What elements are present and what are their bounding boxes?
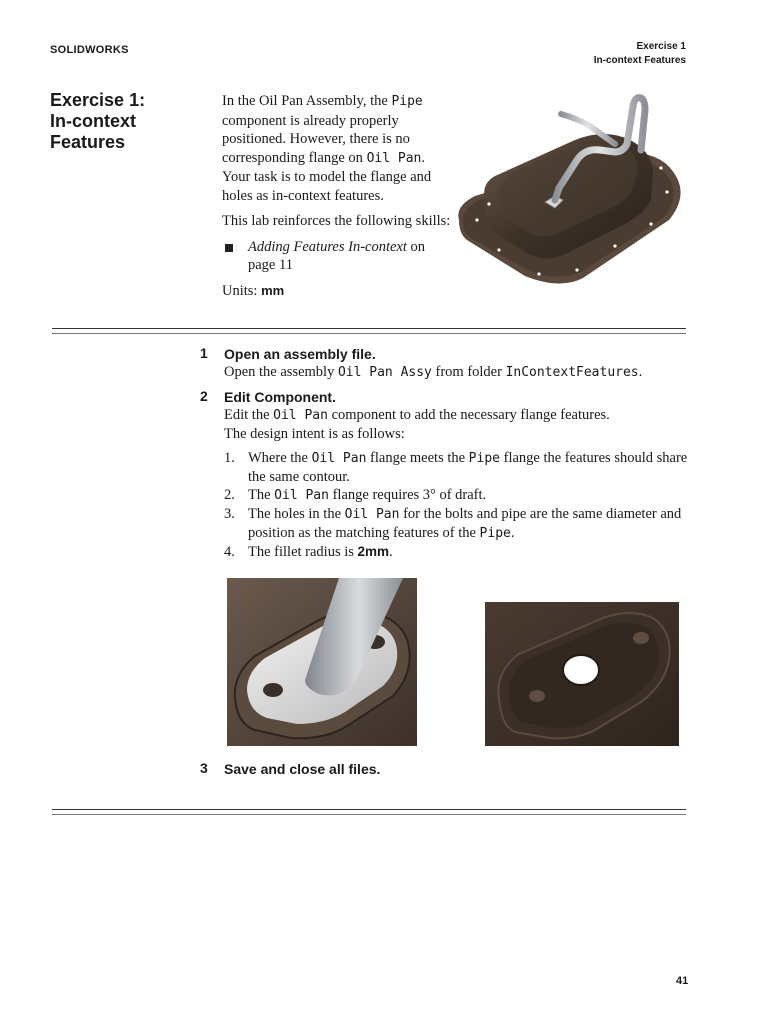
step-body: Open the assembly Oil Pan Assy from folder InContextFeatures. [224,364,643,380]
units-line: Units: mm [222,282,285,299]
list-item: 2. The Oil Pan flange requires 3° of draft. [224,487,487,503]
design-intent-list [224,449,690,561]
header-exercise-name: In-context Features [593,55,686,66]
skill-bullet [222,238,452,275]
section-divider [52,809,686,815]
exercise-title-line: In-context [50,111,137,131]
step-title: Save and close all files. [224,761,381,777]
exercise-title-line: Features [50,132,126,152]
running-header-right [594,40,686,68]
intro-text [222,92,452,307]
step-number: 1 [200,345,208,361]
pipe-flange-image [227,578,417,746]
list-item: 3. The holes in the Oil Pan for the bolts and pipe are the same diameter and position as the matching features of the Pipe. [224,506,682,541]
oil-pan-assembly-image [455,88,687,288]
skills-intro: This lab reinforces the following skills: [222,213,451,229]
section-divider [52,328,686,334]
bullet-square-icon [225,244,233,252]
step-2 [200,388,690,561]
step-number: 2 [200,388,208,404]
skill-reference: Adding Features In-context on page 11 [248,238,426,273]
step-1 [200,345,690,382]
list-item: 4. The fillet radius is 2mm. [224,544,393,560]
step-number: 3 [200,760,208,776]
header-exercise-number: Exercise 1 [636,41,686,52]
step-title: Open an assembly file. [224,346,376,362]
running-header-left: SOLIDWORKS [50,44,129,56]
oil-pan-flange-image [485,602,679,746]
exercise-title-line: Exercise 1: [50,90,146,110]
step-3 [200,760,690,778]
page-number: 41 [676,975,689,987]
step-body: Edit the Oil Pan component to add the necessary flange features. The design intent is as follows: 1. Where the Oil Pan flange meets the Pipe flange the features should share the same contour. 2. The Oil Pan flange requires 3° of draft. 3. The holes in the Oil Pan for the bolts and pipe are the same diameter and position as the matching features of the Pipe. 4. The fillet radius is 2mm. [224,406,690,561]
step-title: Edit Component. [224,389,336,405]
procedure-steps [200,345,690,561]
exercise-title [50,90,145,153]
list-item: 1. Where the Oil Pan flange meets the Pipe flange the features should share the same contour. [224,450,688,485]
intro-paragraph: In the Oil Pan Assembly, the Pipe component is already properly positioned. However, there is no corresponding flange on Oil Pan. Your task is to model the flange and holes as in-context features. [222,93,432,204]
design-intent-intro: The design intent is as follows: [224,426,405,442]
